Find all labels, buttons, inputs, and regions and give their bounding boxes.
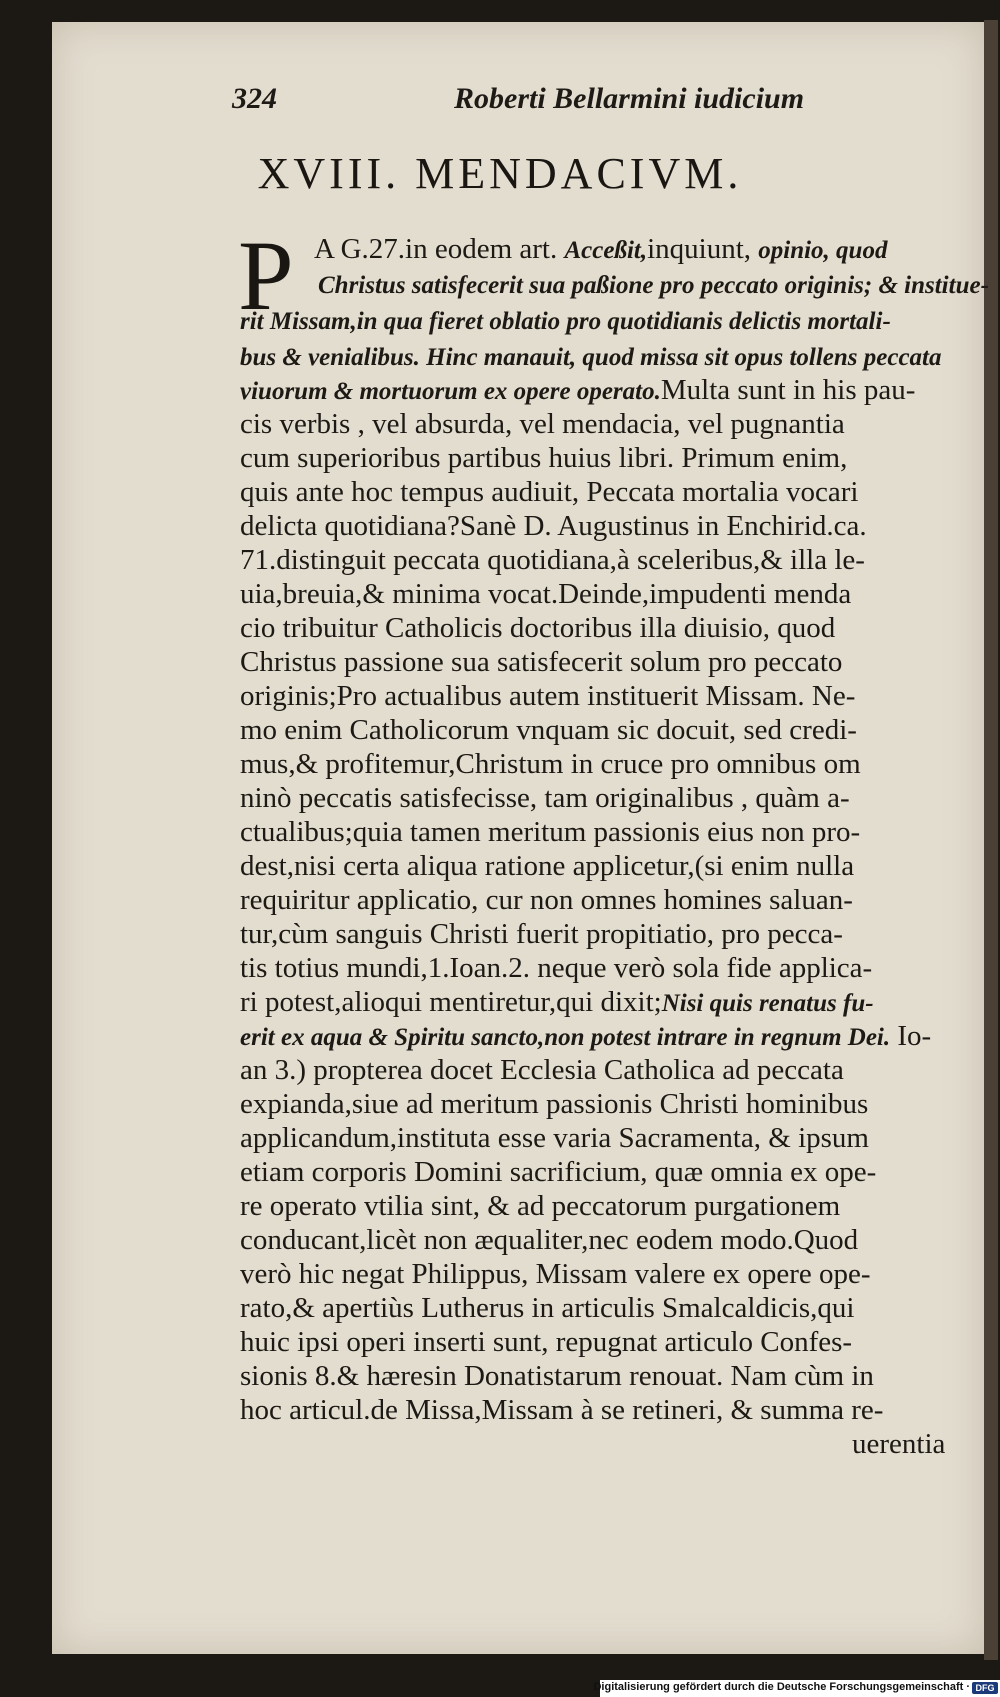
text-line: expianda,siue ad meritum passionis Christi hominibus <box>240 1088 869 1120</box>
text-line: mus,& profitemur,Christum in cruce pro omnibus om <box>240 748 861 780</box>
page-edge <box>984 20 998 1660</box>
text-line: applicandum,instituta esse varia Sacramenta, & ipsum <box>240 1122 869 1154</box>
text-line: sionis 8.& hæresin Donatistarum renouat. Nam cùm in <box>240 1360 874 1392</box>
text-line: rato,& apertiùs Lutherus in articulis Smalcaldicis,qui <box>240 1292 855 1324</box>
text-line: conducant,licèt non æqualiter,nec eodem modo.Quod <box>240 1224 859 1256</box>
text-line: requiritur applicatio, cur non omnes homines saluan- <box>240 884 853 916</box>
dfg-logo-icon: DFG <box>972 1682 998 1694</box>
line-segment-italic: Nisi quis renatus fu- <box>661 990 874 1017</box>
text-line: huic ipsi operi inserti sunt, repugnat articulo Confes- <box>240 1326 853 1358</box>
text-line <box>314 233 887 267</box>
text-line: bus & venialibus. Hinc manauit, quod missa sit opus tollens peccata <box>240 344 942 371</box>
line-segment: A G.27.in eodem art. <box>314 233 558 265</box>
text-line <box>240 1020 931 1054</box>
text-line: etiam corporis Domini sacrificium, quæ omnia ex ope- <box>240 1156 877 1188</box>
text-line: quis ante hoc tempus audiuit, Peccata mortalia vocari <box>240 476 859 508</box>
chapter-title: XVIII. MENDACIVM. <box>257 149 743 198</box>
text-line: tis totius mundi,1.Ioan.2. neque verò sola fide applica- <box>240 952 873 984</box>
text-line <box>240 986 874 1020</box>
text-line: an 3.) propterea docet Ecclesia Catholica ad peccata <box>240 1054 844 1086</box>
text-line: ninò peccatis satisfecisse, tam originalibus , quàm a- <box>240 782 850 814</box>
text-line: 71.distinguit peccata quotidiana,à sceleribus,& illa le- <box>240 544 865 576</box>
text-line: cis verbis , vel absurda, vel mendacia, vel pugnantia <box>240 408 845 440</box>
text-line: tur,cùm sanguis Christi fuerit propitiatio, pro pecca- <box>240 918 843 950</box>
text-line: ctualibus;quia tamen meritum passionis eius non pro- <box>240 816 861 848</box>
text-line: uia,breuia,& minima vocat.Deinde,impudenti menda <box>240 578 852 610</box>
drop-cap: P <box>238 220 294 331</box>
running-head <box>232 82 832 122</box>
running-title: Roberti Bellarmini iudicium <box>454 82 805 115</box>
line-segment: inquiunt, <box>647 233 752 265</box>
text-line: verò hic negat Philippus, Missam valere ex opere ope- <box>240 1258 871 1290</box>
footer-banner <box>593 1680 1000 1697</box>
line-segment: ri potest,alioqui mentiretur,qui dixit; <box>240 986 662 1018</box>
text-line: uerentia <box>852 1428 946 1460</box>
text-line: rit Missam,in qua fieret oblatio pro quotidianis delictis mortali- <box>240 308 891 335</box>
line-segment-italic: opinio, quod <box>758 237 888 264</box>
text-line: cum superioribus partibus huius libri. Primum enim, <box>240 442 848 474</box>
text-line: delicta quotidiana?Sanè D. Augustinus in Enchirid.ca. <box>240 510 867 542</box>
text-line: dest,nisi certa aliqua ratione applicetur,(si enim nulla <box>240 850 855 882</box>
line-segment-italic: viuorum & mortuorum ex opere operato. <box>240 378 661 405</box>
line-segment: Multa sunt in his pau- <box>660 374 916 406</box>
text-line: Christus satisfecerit sua paßione pro peccato originis; & institue- <box>318 272 989 299</box>
text-line: cio tribuitur Catholicis doctoribus illa diuisio, quod <box>240 612 836 644</box>
text-line: hoc articul.de Missa,Missam à se retineri, & summa re- <box>240 1394 884 1426</box>
text-line: Christus passione sua satisfecerit solum pro peccato <box>240 646 843 678</box>
footer-credit: Digitalisierung gefördert durch die Deutsche Forschungsgemeinschaft · <box>593 1681 970 1693</box>
text-line <box>240 374 915 408</box>
line-segment-italic: Acceßit, <box>564 237 648 264</box>
text-line: re operato vtilia sint, & ad peccatorum purgationem <box>240 1190 841 1222</box>
text-line: mo enim Catholicorum vnquam sic docuit, sed credi- <box>240 714 857 746</box>
text-line: originis;Pro actualibus autem instituerit Missam. Ne- <box>240 680 856 712</box>
line-segment: Io- <box>897 1020 932 1052</box>
line-segment-italic: erit ex aqua & Spiritu sancto,non potest intrare in regnum Dei. <box>240 1024 891 1051</box>
page-number: 324 <box>232 82 277 115</box>
